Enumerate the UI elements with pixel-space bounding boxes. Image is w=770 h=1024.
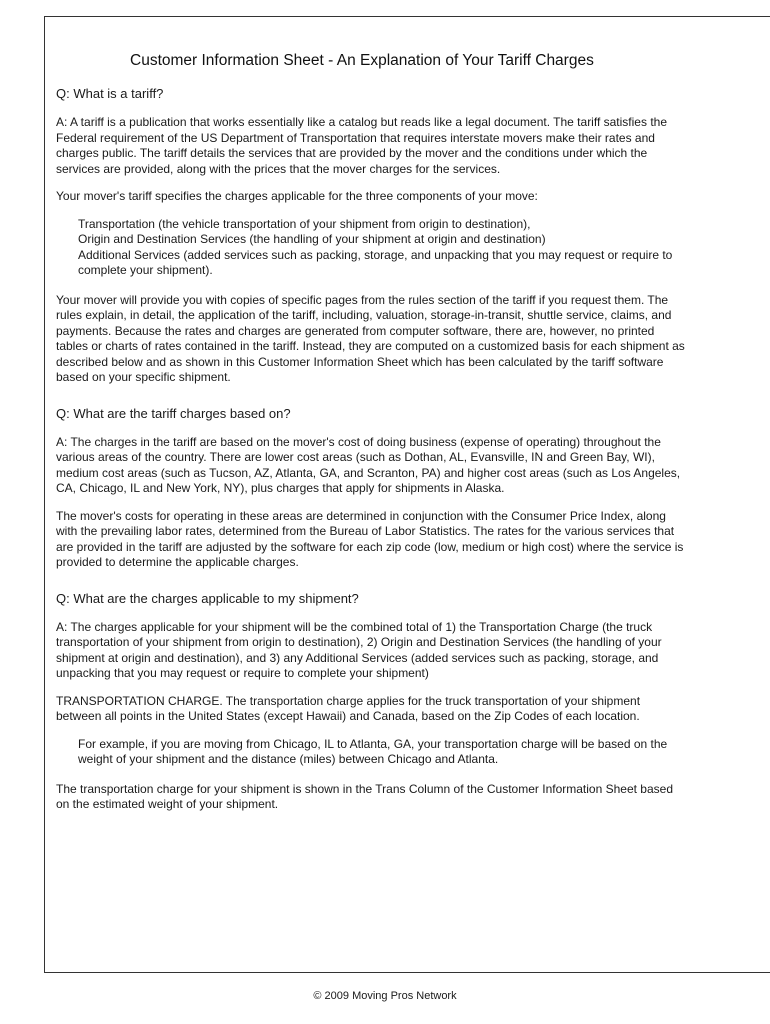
component-additional-services: Additional Services (added services such as packing, storage, and unpacking that you may request or require to complete your shipment).: [78, 247, 673, 277]
example-block: [78, 737, 688, 768]
costs-paragraph: The mover's costs for operating in these areas are determined in conjunction with the Consumer Price Index, along with the prevailing labor rates, determined from the Bureau of Labor Statistics. The rates for the various services that are provided in the tariff are adjusted by the software for each zip code (low, medium or high cost) where the service is provided to determine the applicable charges.: [56, 508, 684, 569]
example-paragraph: For example, if you are moving from Chicago, IL to Atlanta, GA, your transportation charge will be based on the weight of your shipment and the distance (miles) between Chicago and Atlanta.: [78, 736, 668, 766]
question-2: Q: What are the tariff charges based on?: [56, 405, 291, 421]
question-1: Q: What is a tariff?: [56, 86, 164, 101]
answer-3: A: The charges applicable for your shipment will be the combined total of 1) the Transportation Charge (the truck transportation of your shipment from origin to destination), 2) Origin and Destination Services (the handling of your shipment at origin and destination), and 3) any Additional Services (added services such as packing, storage, and unpacking that you may request or require to complete your shipment): [56, 619, 662, 680]
charge-shown-paragraph: The transportation charge for your shipment is shown in the Trans Column of the Customer Information Sheet based on the estimated weight of your shipment.: [56, 781, 673, 811]
components-list: [78, 217, 688, 279]
transportation-charge-paragraph: TRANSPORTATION CHARGE. The transportation charge applies for the truck transportation of your shipment between all points in the United States (except Hawaii) and Canada, based on the Zip Codes of each location.: [56, 693, 641, 723]
question-3: Q: What are the charges applicable to my shipment?: [56, 590, 359, 606]
answer-1: A: A tariff is a publication that works essentially like a catalog but reads like a legal document. The tariff satisfies the Federal requirement of the US Department of Transportation that requires interstate movers make their rates and charges public. The tariff details the services that are provided by the mover and the conditions under which the services are provided, along with the prices that the mover charges for the services.: [56, 115, 667, 176]
copyright-footer: © 2009 Moving Pros Network: [313, 990, 457, 1002]
answer-2: A: The charges in the tariff are based on the mover's cost of doing business (expense of operating) throughout the various areas of the country. There are lower cost areas (such as Dothan, AL, Evansville, IN and Green Bay, WI), medium cost areas (such as Tucson, AZ, Atlanta, GA, and Scranton, PA) and higher cost areas (such as Los Angeles, CA, Chicago, IL and New York, NY), plus charges that apply for shipments in Alaska.: [56, 434, 681, 495]
document-title: Customer Information Sheet - An Explanation of Your Tariff Charges: [130, 52, 594, 69]
component-origin-destination: Origin and Destination Services (the handling of your shipment at origin and destination): [78, 232, 546, 246]
components-intro: Your mover's tariff specifies the charges applicable for the three components of your move:: [56, 189, 538, 203]
tariff-copies-paragraph: Your mover will provide you with copies of specific pages from the rules section of the tariff if you request them. The rules explain, in detail, the application of the tariff, including, valuation, storage-in-transit, shuttle service, claims, and payments. Because the rates and charges are generated from computer software, there are, however, no printed tables or charts of rates contained in the tariff. Instead, they are computed on a customized basis for each shipment as described below and as shown in this Customer Information Sheet which has been calculated by the tariff software based on your specific shipment.: [56, 292, 685, 384]
component-transportation: Transportation (the vehicle transportation of your shipment from origin to destination),: [78, 216, 531, 231]
document-body: [56, 52, 688, 825]
